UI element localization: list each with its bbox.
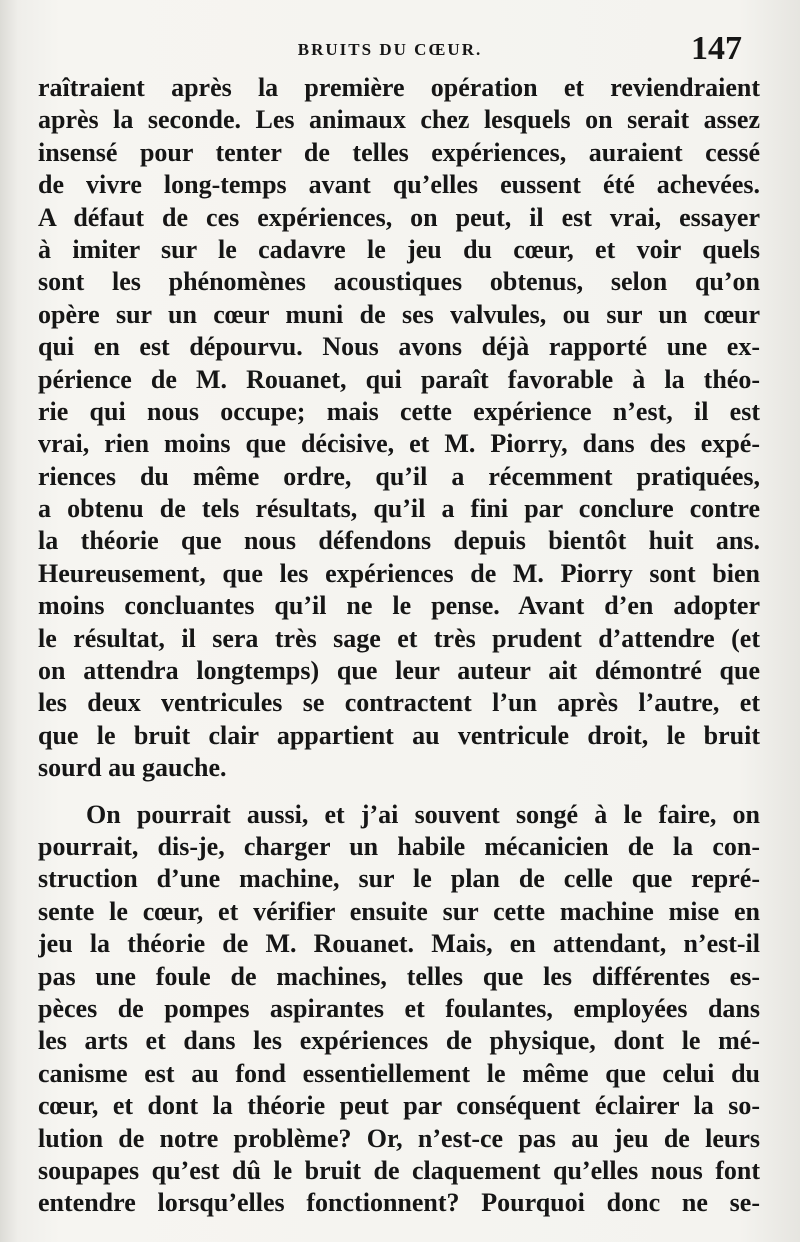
text-line: vrai, rien moins que décisive, et M. Piorry, dans des expé- [38, 429, 760, 459]
text-line: sont les phénomènes acoustiques obtenus, selon qu’on [38, 267, 760, 297]
text-line: raîtraient après la première opération et reviendraient [38, 73, 760, 102]
paragraph-1 [38, 72, 760, 785]
text-line: les deux ventricules se contractent l’un après l’autre, et [38, 688, 760, 718]
text-line: lution de notre problème? Or, n’est-ce pas au jeu de leurs [38, 1123, 760, 1153]
text-line: pas une foule de machines, telles que les différentes es- [38, 961, 760, 991]
page-number: 147 [691, 30, 742, 67]
text-line: entendre lorsqu’elles fonctionnent? Pourquoi donc ne se- [38, 1188, 760, 1218]
page-header [38, 30, 742, 70]
text-line: on attendra longtemps) que leur auteur ait démontré que [38, 656, 760, 686]
text-line: soupapes qu’est dû le bruit de claquement qu’elles nous font [38, 1155, 760, 1185]
text-line: la théorie que nous défendons depuis bientôt huit ans. [38, 526, 760, 556]
text-line: A défaut de ces expériences, on peut, il est vrai, essayer [38, 202, 760, 232]
text-line: moins concluantes qu’il ne le pense. Avant d’en adopter [38, 591, 760, 621]
text-line: pèces de pompes aspirantes et foulantes, employées dans [38, 993, 760, 1023]
text-line: riences du même ordre, qu’il a récemment pratiquées, [38, 461, 760, 491]
text-line: Heureusement, que les expériences de M. Piorry sont bien [38, 558, 760, 588]
text-line: le résultat, il sera très sage et très prudent d’attendre (et [38, 623, 760, 653]
text-line: jeu la théorie de M. Rouanet. Mais, en attendant, n’est-il [38, 929, 760, 959]
text-line: sente le cœur, et vérifier ensuite sur cette machine mise en [38, 896, 760, 926]
paragraph-2 [38, 799, 760, 1220]
paragraph-gap [38, 785, 760, 799]
text-line: de vivre long-temps avant qu’elles eussent été achevées. [38, 170, 760, 200]
text-line: les arts et dans les expériences de physique, dont le mé- [38, 1026, 760, 1056]
text-line: cœur, et dont la théorie peut par conséquent éclairer la so- [38, 1091, 760, 1121]
text-line: canisme est au fond essentiellement le même que celui du [38, 1058, 760, 1088]
text-line: a obtenu de tels résultats, qu’il a fini par conclure contre [38, 494, 760, 524]
text-line: à imiter sur le cadavre le jeu du cœur, et voir quels [38, 234, 760, 264]
text-line: insensé pour tenter de telles expériences, auraient cessé [38, 137, 760, 167]
running-title: BRUITS DU CŒUR. [297, 40, 483, 59]
text-line: sourd au gauche. [38, 753, 227, 783]
text-line: qui en est dépourvu. Nous avons déjà rapporté une ex- [38, 332, 760, 362]
text-line: rie qui nous occupe; mais cette expérience n’est, il est [38, 396, 760, 426]
body-text [38, 72, 760, 1220]
text-line: On pourrait aussi, et j’ai souvent songé à le faire, on [86, 799, 760, 829]
text-line: struction d’une machine, sur le plan de celle que repré- [38, 864, 760, 894]
text-line: opère sur un cœur muni de ses valvules, ou sur un cœur [38, 299, 760, 329]
text-line: après la seconde. Les animaux chez lesquels on serait assez [38, 105, 760, 135]
text-line: pourrait, dis-je, charger un habile mécanicien de la con- [38, 831, 760, 861]
text-line: périence de M. Rouanet, qui paraît favorable à la théo- [38, 364, 760, 394]
text-line: que le bruit clair appartient au ventricule droit, le bruit [38, 720, 760, 750]
